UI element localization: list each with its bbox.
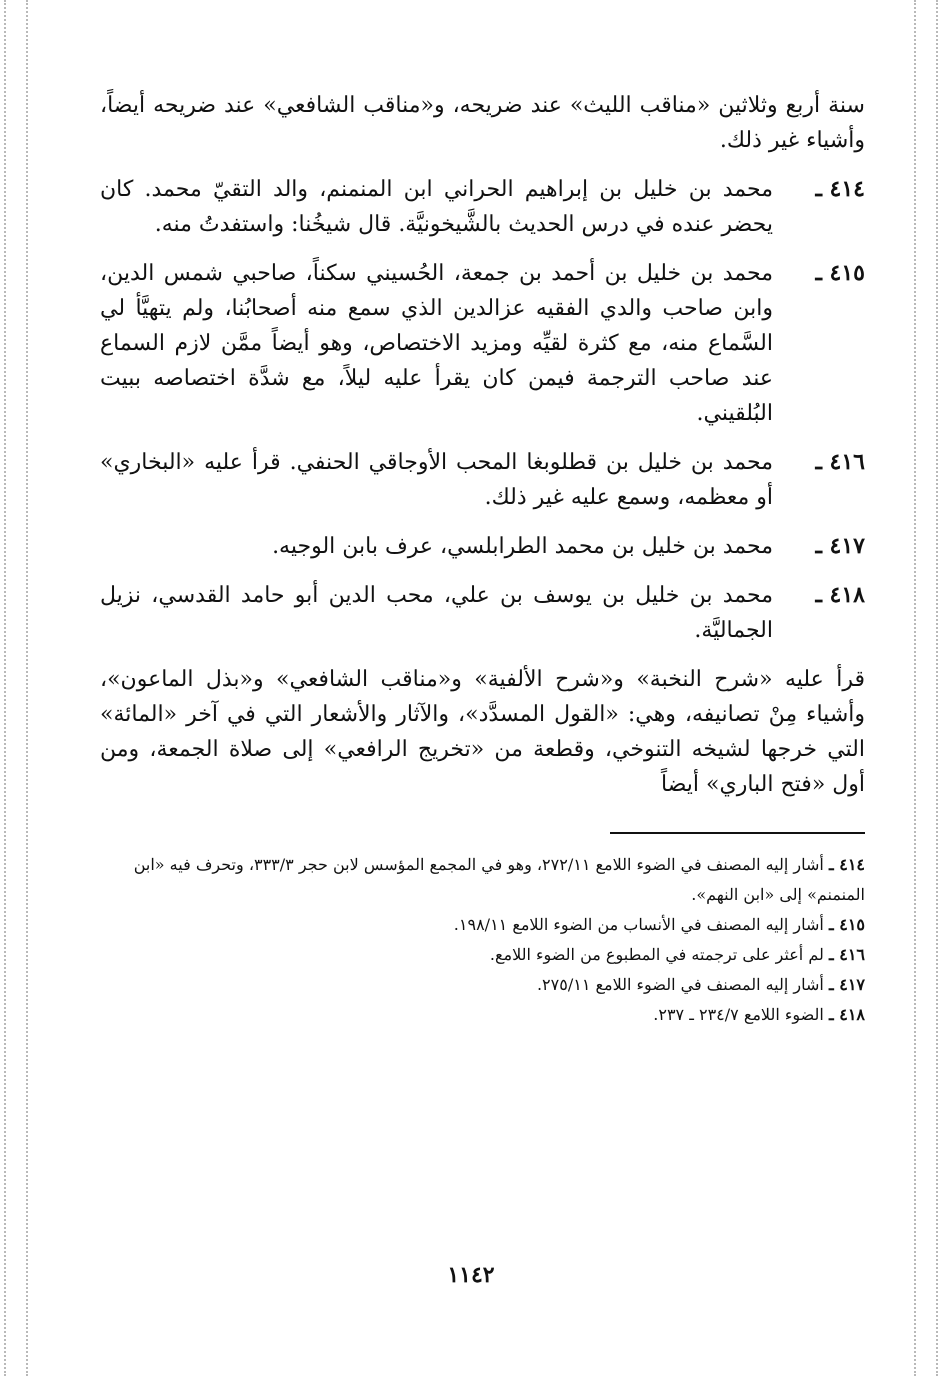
- entry-number: ٤١٧ ـ: [815, 533, 865, 559]
- entry-text: محمد بن خليل بن أحمد بن جمعة، الحُسيني سكناً، صاحبي شمس الدين، وابن صاحب والدي الفقيه عزالدين الذي سمع منه أصحابُنا، ولم يتهيَّأ لي السَّماع منه، مع كثرة لقيِّه ومزيد الاختصاص، وهو أيضاً ممَّن لازم السماع عند صاحب الترجمة فيمن كان يقرأ عليه ليلاً، مع شدَّة اختصاصه ببيت البُلقيني.: [100, 261, 773, 426]
- entry-number: ٤١٤ ـ: [815, 176, 865, 202]
- footnote-number: ٤١٥ ـ: [828, 915, 865, 934]
- footnote-text: الضوء اللامع ٢٣٤/٧ ـ ٢٣٧.: [653, 1005, 824, 1024]
- footnote-number: ٤١٧ ـ: [828, 975, 865, 994]
- entry-number: ٤١٨ ـ: [815, 582, 865, 608]
- biography-entry: [100, 529, 865, 564]
- scan-margin-line: [936, 0, 938, 1376]
- footnote: [100, 1000, 865, 1030]
- scan-margin-line: [4, 0, 6, 1376]
- biography-entry: [100, 172, 865, 242]
- footnote-number: ٤١٦ ـ: [828, 945, 865, 964]
- entry-paragraph: قرأ عليه «شرح النخبة» و«شرح الألفية» و«مناقب الشافعي» و«بذل الماعون»، وأشياء مِنْ تصانيفه، وهي: «القول المسدَّد»، والآثار والأشعار التي في آخر «المائة» التي خرجها لشيخه التنوخي، وقطعة من «تخريج الرافعي» إلى صلاة الجمعة، ومن أول «فتح الباري» أيضاً: [100, 667, 865, 797]
- scan-margin-line: [914, 0, 916, 1376]
- entry-text: محمد بن خليل بن يوسف بن علي، محب الدين أبو حامد القدسي، نزيل الجماليَّة.: [100, 583, 773, 643]
- scan-margin-line: [26, 0, 28, 1376]
- biography-entry: [100, 256, 865, 431]
- footnote-text: أشار إليه المصنف في الضوء اللامع ٢٧٥/١١.: [536, 975, 824, 994]
- footnote-number: ٤١٤ ـ: [828, 855, 865, 874]
- footnote: [100, 850, 865, 910]
- footnote-separator: [610, 832, 865, 834]
- footnote-text: لم أعثر على ترجمته في المطبوع من الضوء اللامع.: [489, 945, 824, 964]
- footnote: [100, 910, 865, 940]
- biography-entry: [100, 578, 865, 648]
- footnote-number: ٤١٨ ـ: [828, 1005, 865, 1024]
- entry-number: ٤١٦ ـ: [815, 449, 865, 475]
- entry-text: محمد بن خليل بن إبراهيم الحراني ابن المنمنم، والد التقيّ محمد. كان يحضر عنده في درس الحديث بالشَّيخونيَّة. قال شيخُنا: واستفدتُ منه.: [100, 177, 773, 237]
- continuation-paragraph: سنة أربع وثلاثين «مناقب الليث» عند ضريحه، و«مناقب الشافعي» عند ضريحه أيضاً، وأشياء غير ذلك.: [100, 93, 865, 153]
- page-number: ١١٤٢: [447, 1262, 495, 1288]
- biography-entry: [100, 445, 865, 515]
- footnote: [100, 940, 865, 970]
- document-page: [100, 88, 865, 1030]
- entry-number: ٤١٥ ـ: [815, 260, 865, 286]
- footnote-text: أشار إليه المصنف في الضوء اللامع ٢٧٢/١١، وهو في المجمع المؤسس لابن حجر ٣٣٣/٣، وتحرف فيه «ابن المنمنم» إلى «ابن النهم».: [133, 855, 865, 904]
- footnote-text: أشار إليه المصنف في الأنساب من الضوء اللامع ١٩٨/١١.: [453, 915, 824, 934]
- footnotes: [100, 850, 865, 1030]
- entry-text: محمد بن خليل بن قطلوبغا المحب الأوجاقي الحنفي. قرأ عليه «البخاري» أو معظمه، وسمع عليه غير ذلك.: [100, 450, 773, 510]
- footnote: [100, 970, 865, 1000]
- entry-text: محمد بن خليل بن محمد الطرابلسي، عرف بابن الوجيه.: [272, 534, 773, 559]
